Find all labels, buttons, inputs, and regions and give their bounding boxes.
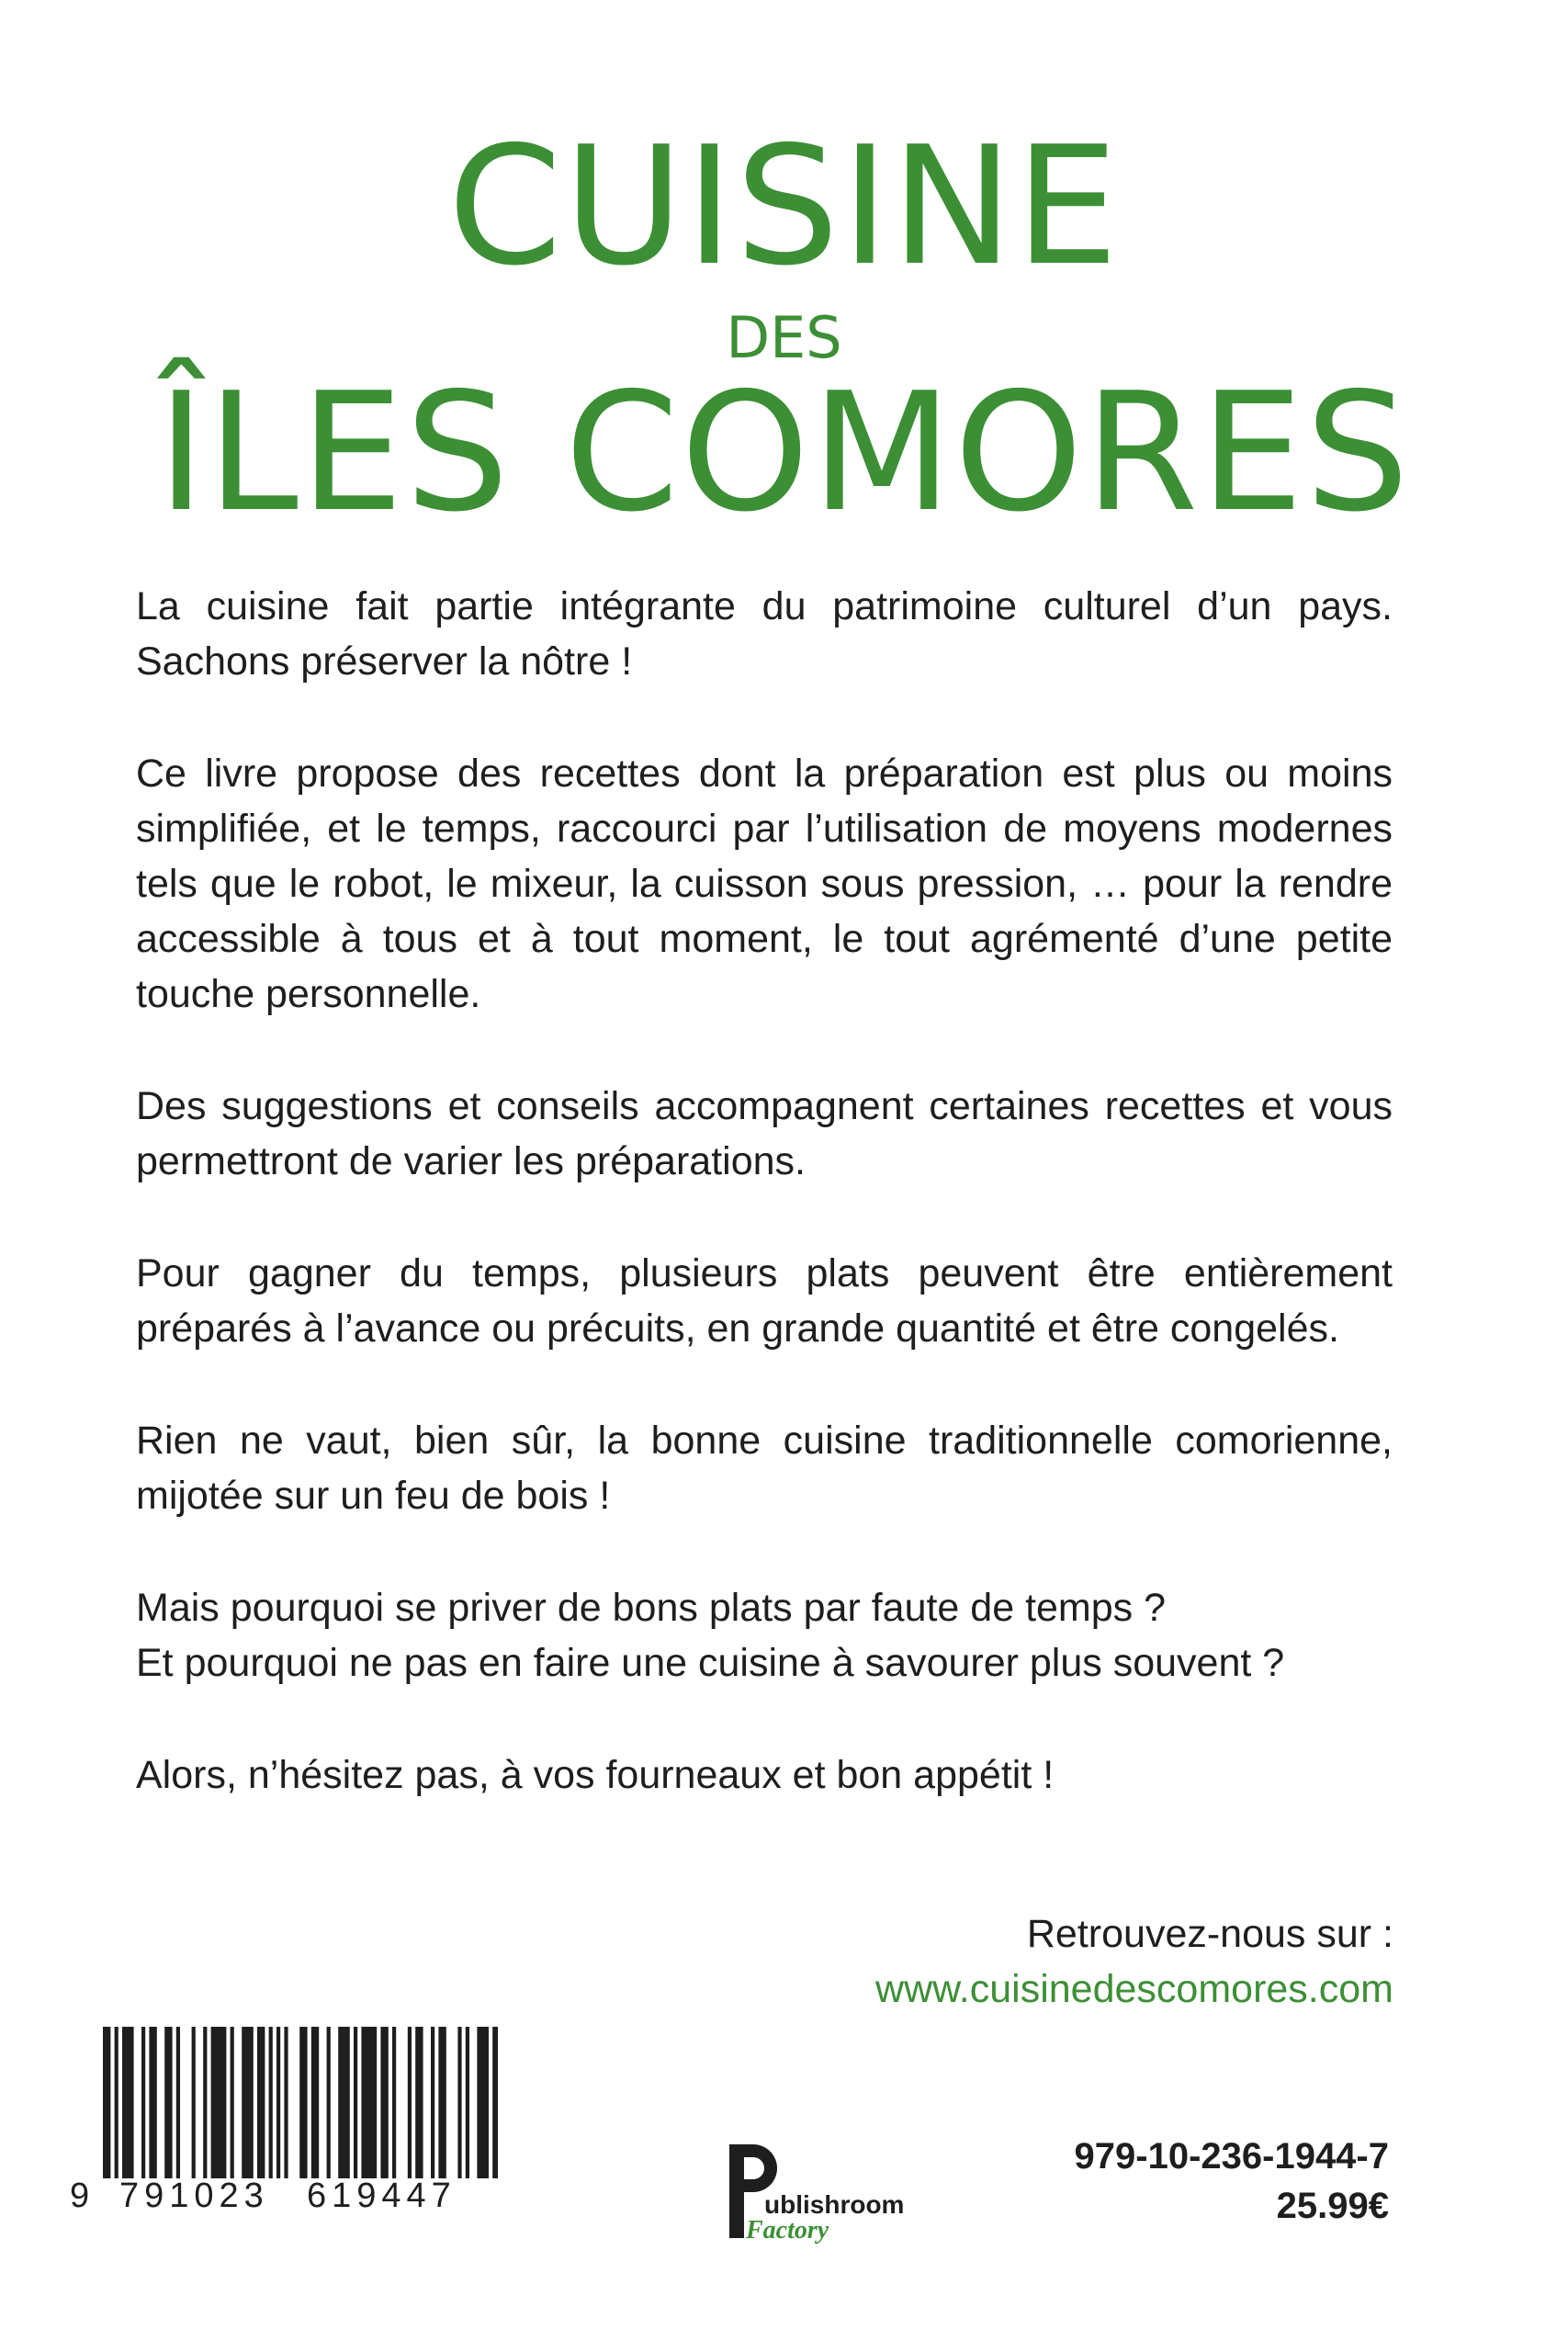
publisher-sub: Factory (746, 2216, 829, 2245)
isbn-barcode (66, 2027, 498, 2211)
title-line-cuisine: CUISINE (447, 111, 1121, 301)
barcode-bar (203, 2027, 207, 2178)
book-title (0, 111, 1568, 548)
blurb-paragraph: Ce livre propose des recettes dont la préparation est plus ou moins simplifiée, et le temps, raccourci par l’utilisation de moyens modernes tels que le robot, le mixeur, la cuisson sous pression, … pour la rendre accessible à tous et à tout moment, le tout agrémenté d’une petite touche personnelle. (136, 752, 1393, 1016)
blurb-paragraph: Des suggestions et conseils accompagnent certaines recettes et vous permettront de varier les préparations. (136, 1084, 1393, 1183)
barcode-bar (141, 2027, 145, 2178)
blurb-paragraph: Mais pourquoi se priver de bons plats par faute de temps ? Et pourquoi ne pas en faire une cuisine à savourer plus souvent ? (136, 1586, 1285, 1685)
barcode-bar (122, 2027, 134, 2178)
barcode-bar (164, 2027, 172, 2178)
barcode-bar (354, 2027, 357, 2178)
barcode-bar (269, 2027, 273, 2178)
isbn-price-block (1075, 2132, 1389, 2231)
title-line-des: DES (726, 304, 842, 371)
barcode-bar (492, 2027, 498, 2178)
barcode-left-digits: 791023 (119, 2177, 269, 2211)
price: 25.99€ (1276, 2186, 1389, 2226)
barcode-bar (327, 2027, 331, 2178)
barcode-bar (242, 2027, 254, 2178)
barcode-bar (408, 2027, 412, 2178)
barcode-first-digit: 9 (70, 2177, 90, 2211)
blurb-paragraph: Rien ne vaut, bien sûr, la bonne cuisine traditionnelle comorienne, mijotée sur un feu de bois ! (136, 1419, 1393, 1518)
barcode-bar (392, 2027, 396, 2178)
barcode-bar (361, 2027, 377, 2178)
blurb-paragraph: La cuisine fait partie intégrante du patrimoine culturel d’un pays. Sachons préserver la nôtre ! (136, 584, 1393, 684)
barcode-bar (211, 2027, 227, 2178)
website-link[interactable]: www.cuisinedescomores.com (875, 1967, 1393, 2011)
blurb-paragraph: Pour gagner du temps, plusieurs plats peuvent être entièrement préparés à l’avance ou précuits, en grande quantité et être congelés. (136, 1251, 1393, 1351)
barcode-bar (438, 2027, 446, 2178)
barcode-bar (311, 2027, 319, 2178)
back-cover-blurb (136, 579, 1393, 1860)
title-line-iles-comores: ÎLES COMORES (157, 357, 1411, 548)
isbn-number: 979-10-236-1944-7 (1074, 2136, 1389, 2177)
barcode-bar (192, 2027, 196, 2178)
barcode-bar (276, 2027, 280, 2178)
barcode-bar (284, 2027, 288, 2178)
barcode-bar (457, 2027, 461, 2178)
barcode-bar (231, 2027, 234, 2178)
barcode-bar (176, 2027, 180, 2178)
blurb-paragraph: Alors, n’hésitez pas, à vos fourneaux et bon appétit ! (136, 1753, 1055, 1797)
barcode-bar (380, 2027, 388, 2178)
barcode-bar (257, 2027, 265, 2178)
barcode-bar (299, 2027, 307, 2178)
barcode-bar (477, 2027, 489, 2178)
website-label: Retrouvez-nous sur : (1026, 1912, 1393, 1956)
publisher-logo (726, 2141, 928, 2251)
barcode-bar (149, 2027, 156, 2178)
barcode-bar (338, 2027, 350, 2178)
barcode-icon (66, 2027, 498, 2211)
publisher-name: ublishroom (764, 2190, 905, 2219)
barcode-bar (466, 2027, 469, 2178)
barcode-right-digits: 619447 (307, 2177, 457, 2211)
website-block (875, 1906, 1393, 2017)
